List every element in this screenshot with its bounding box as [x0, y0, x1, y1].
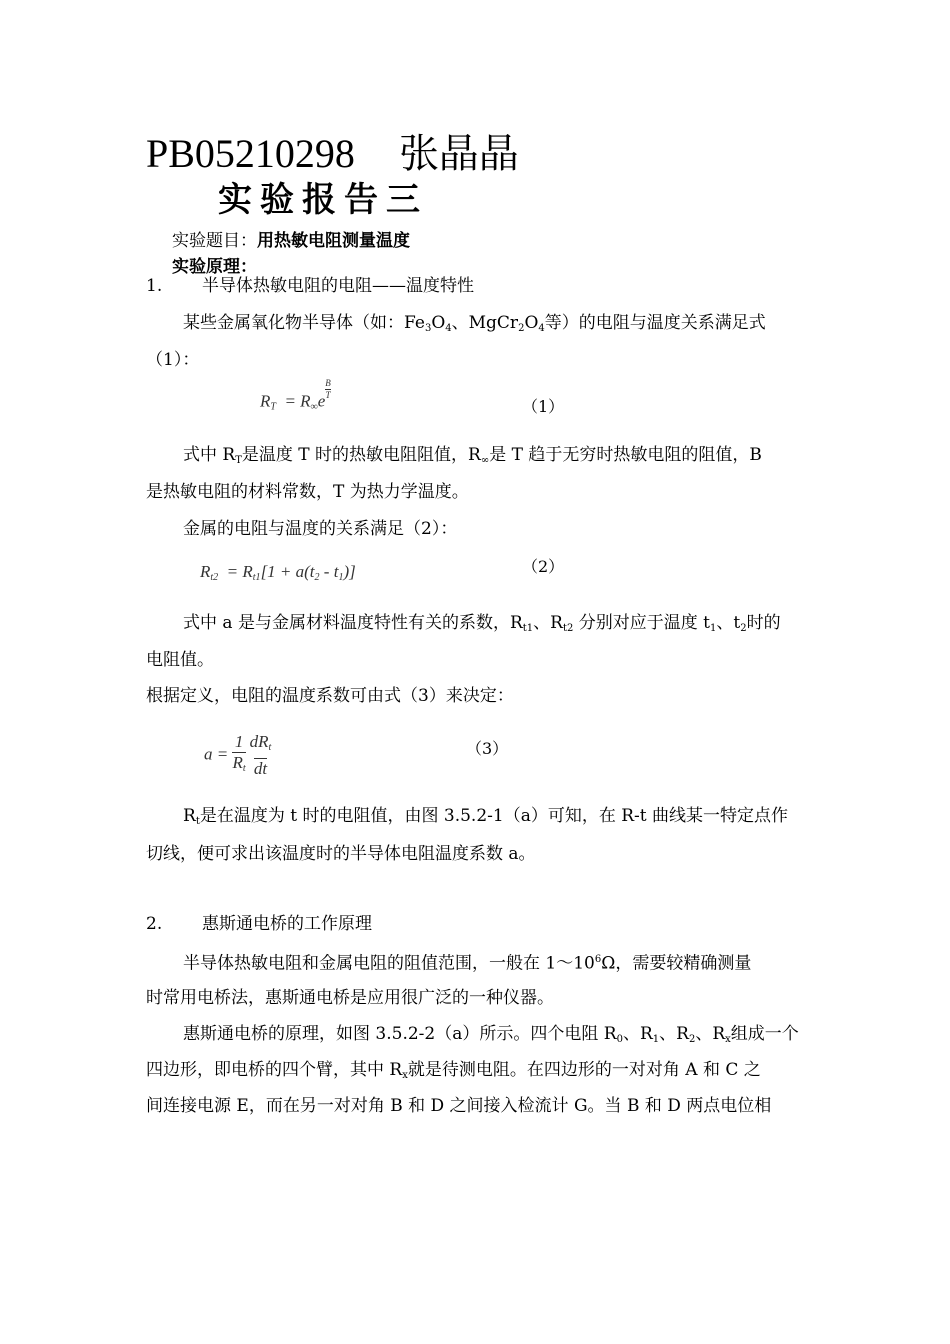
section-heading-1: 1. 半导体热敏电阻的电阻——温度特性	[146, 276, 474, 296]
document-header	[146, 122, 519, 179]
student-id: PB05210298	[146, 131, 355, 176]
equation-number-2: （2）	[522, 557, 565, 576]
paragraph-1-line-2: （1）：	[146, 350, 200, 370]
principle-label: 实验原理：	[172, 257, 257, 277]
equation-2: $R_{t2} = R_{t1}[1 + a(t_2 - t_1)]$	[200, 562, 356, 583]
report-title: 实验报告三	[218, 180, 428, 220]
paragraph-8-line-1: 惠斯通电桥的原理，如图 3.5.2-2（a）所示。四个电阻 $R_0$、$R_1$、$R_2$、$R_x$组成一个	[183, 1024, 799, 1045]
paragraph-5: 根据定义，电阻的温度系数可由式（3）来决定：	[146, 686, 514, 706]
paragraph-2-line-1: 式中 $R_T$是温度 T 时的热敏电阻阻值，$R_\infty$是 T 趋于无穷时热敏电阻的阻值，B	[183, 445, 762, 466]
paragraph-2-line-2: 是热敏电阻的材料常数，T 为热力学温度。	[146, 482, 469, 502]
paragraph-6-line-2: 切线，便可求出该温度时的半导体电阻温度系数 a。	[146, 844, 536, 864]
topic-value: 用热敏电阻测量温度	[257, 231, 410, 251]
topic-label: 实验题目：	[172, 231, 257, 251]
equation-1: $R_T = R_\infty e$ $^{\frac{B}{T}}$	[260, 378, 331, 413]
paragraph-1-line-1: 某些金属氧化物半导体（如：$Fe_3O_4$、$MgCr_2O_4$等）的电阻与温度关系满足式	[183, 313, 766, 334]
paragraph-6-line-1: $R_t$是在温度为 t 时的电阻值，由图 3.5.2-1（a）可知，在 R-t 曲线某一特定点作	[183, 806, 789, 827]
paragraph-8-line-2: 四边形，即电桥的四个臂，其中 $R_x$就是待测电阻。在四边形的一对对角 A 和 C 之	[146, 1060, 761, 1081]
paragraph-7-line-2: 时常用电桥法，惠斯通电桥是应用很广泛的一种仪器。	[146, 988, 554, 1008]
paragraph-4-line-1: 式中 a 是与金属材料温度特性有关的系数，$R_{t1}$、$R_{t2}$ 分别对应于温度 $t_1$、$t_2$时的	[183, 613, 781, 634]
student-name: 张晶晶	[398, 131, 519, 176]
topic-line	[172, 226, 410, 251]
section-heading-2: 2. 惠斯通电桥的工作原理	[146, 914, 372, 934]
equation-number-1: （1）	[522, 397, 565, 416]
paragraph-8-line-3: 间连接电源 E，而在另一对对角 B 和 D 之间接入检流计 G。当 B 和 D 两点电位相	[146, 1096, 772, 1116]
paragraph-3: 金属的电阻与温度的关系满足（2）：	[183, 519, 458, 539]
equation-number-3: （3）	[466, 739, 509, 758]
paragraph-7-line-1: 半导体热敏电阻和金属电阻的阻值范围，一般在 $1\sim 10^6\Omega$，需要较精确测量	[183, 953, 752, 974]
equation-3: a = $\frac{1}{R_t}$ $\frac{dR_t}{dt}$	[204, 732, 272, 778]
paragraph-4-line-2: 电阻值。	[146, 650, 214, 670]
